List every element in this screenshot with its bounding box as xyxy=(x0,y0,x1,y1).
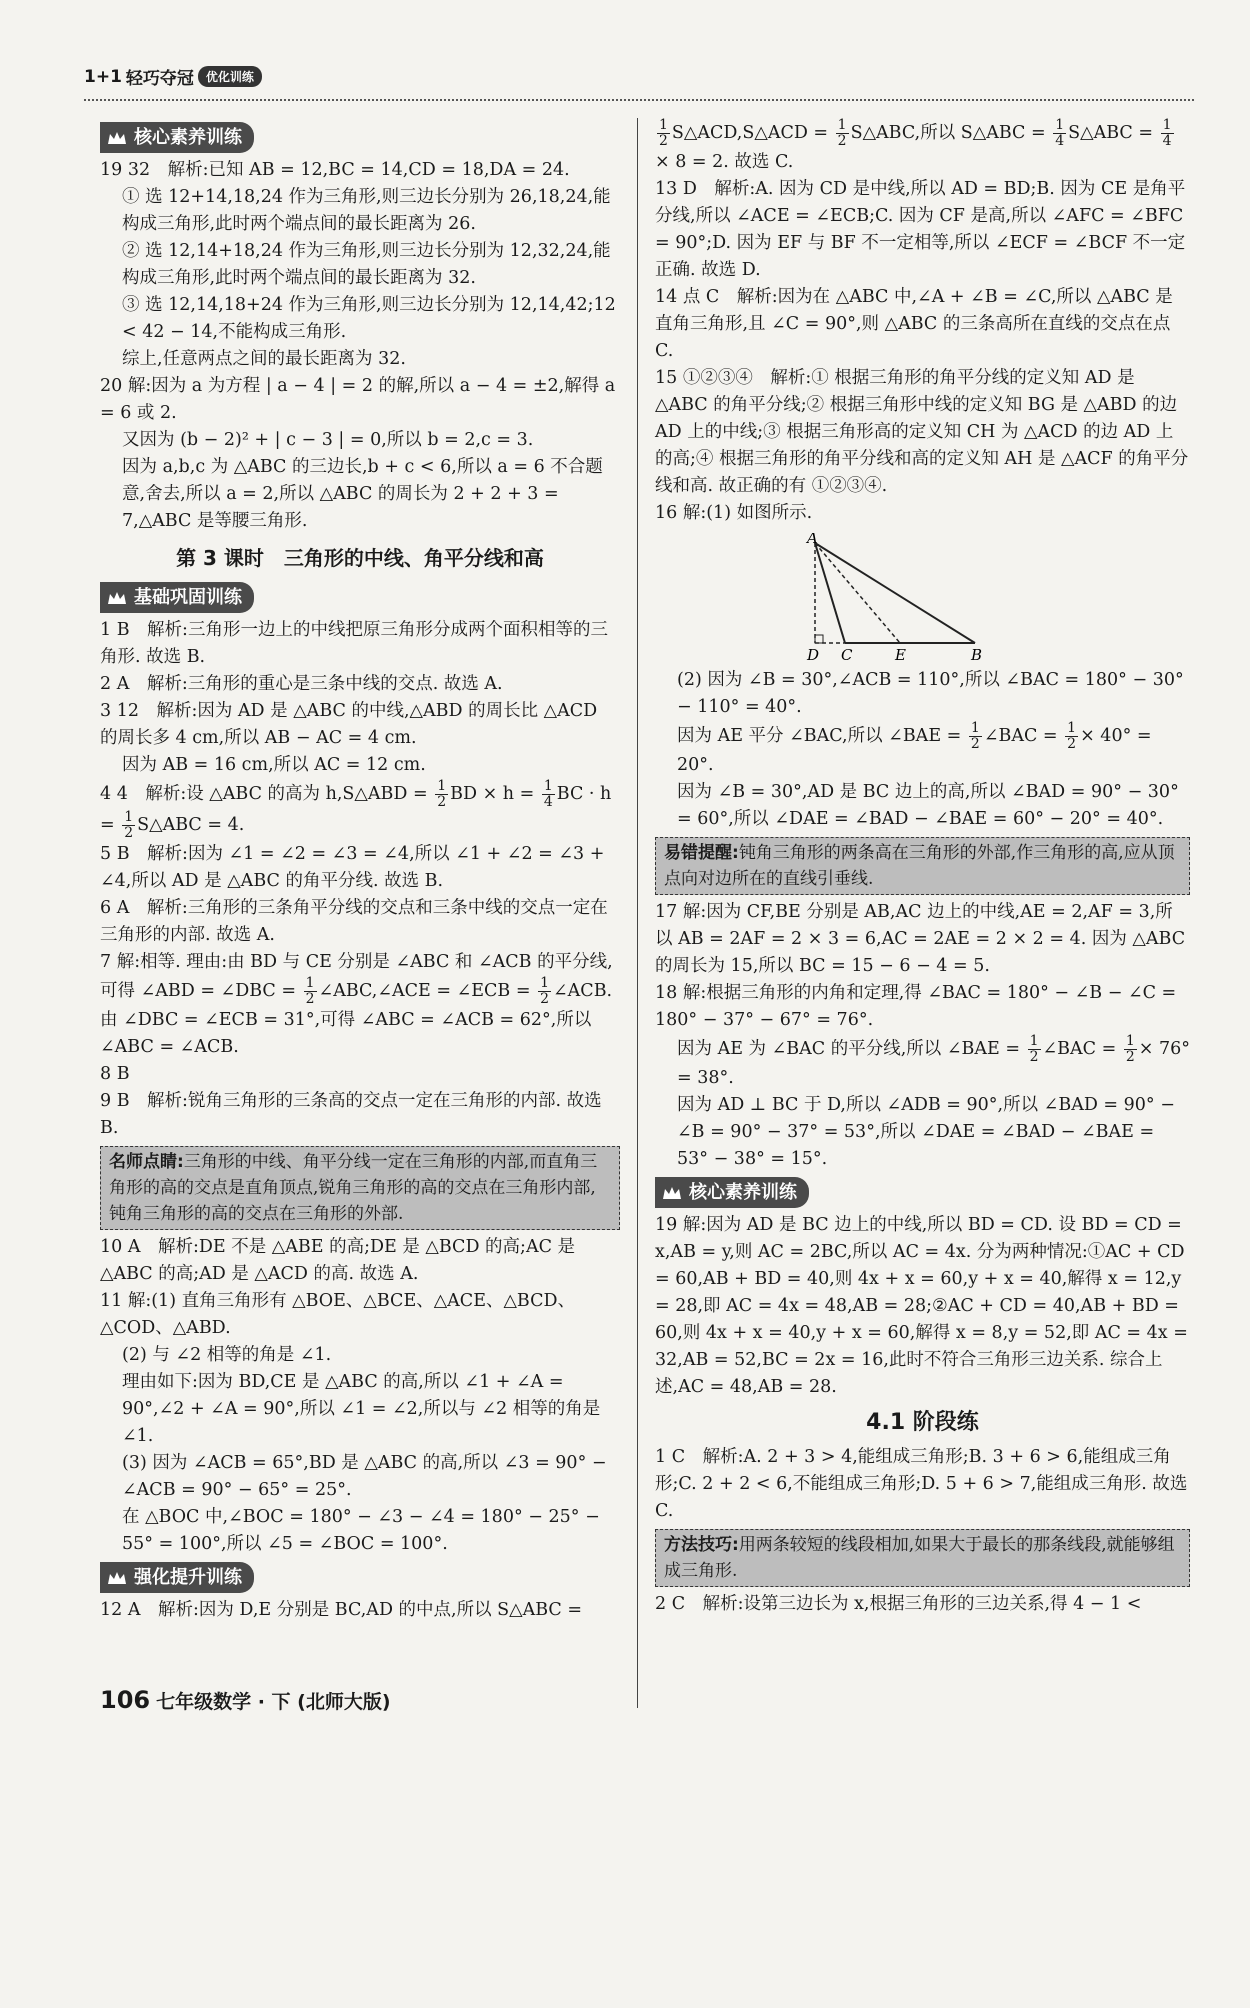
answer-12-cont: $\frac{1}{2}$ S△ACD,S△ACD = $\frac{1}{2}$ S△ABC,所以 S△ABC = $\frac{1}{4}$ S△ABC = $\frac{1}{4}$ × 8 = 2. 故选 C. xyxy=(655,117,1172,172)
answer-11-cont: 在 △BOC 中,∠BOC = 180° − ∠3 − ∠4 = 180° − 25° − 55° = 100°,所以 ∠5 = ∠BOC = 100°. xyxy=(122,1507,600,1554)
answer-15: 15 ①②③④ 解析:① 根据三角形的角平分线的定义知 AD 是 △ABC 的角平分线;② 根据三角形中线的定义知 BG 是 △ABD 的边 AD 上的中线;③ 根据三角形高的定义知 CH 为 △ACD 的边 AD 上的高;④ 根据三角形的角平分线和高的定义知 AH 是 △ACF 的角平分线和高. 故正确的有 ①②③④. xyxy=(655,368,1189,496)
fraction: $\frac{1}{2}$ xyxy=(540,975,549,1007)
fraction: $\frac{1}{4}$ xyxy=(1162,117,1172,149)
fraction: $\frac{1}{4}$ xyxy=(543,778,553,810)
fraction: $\frac{1}{2}$ xyxy=(305,975,315,1007)
q19-line: ③ 选 12,14,18+24 作为三角形,则三边长分别为 12,14,42;12 < 42 − 14,不能构成三角形. xyxy=(122,295,616,342)
answer-1: 1 B 解析:三角形一边上的中线把原三角形分成两个面积相等的三角形. 故选 B. xyxy=(100,620,608,667)
brand-logo xyxy=(84,64,262,89)
answer-18-cont: 因为 AD ⊥ BC 于 D,所以 ∠ADB = 90°,所以 ∠BAD = 90° − ∠B = 90° − 37° = 53°,所以 ∠DAE = ∠BAD − ∠BAE = 53° − 38° = 15°. xyxy=(677,1095,1175,1169)
fraction: $\frac{1}{4}$ xyxy=(1055,117,1065,149)
answer-7: 7 解:相等. 理由:由 BD 与 CE 分别是 ∠ABC 和 ∠ACB 的平分线,可得 ∠ABD = ∠DBC = $\frac{1}{2}$ ∠ABC,∠ACE = ∠ECB = $\frac{1}{2}$ ∠ACB. 由 ∠DBC = ∠ECB = 31°,可得 ∠ABC = ∠ACB = 62°,所以 ∠ABC = ∠ACB. xyxy=(100,952,613,1057)
q20-line: 20 解:因为 a 为方程 | a − 4 | = 2 的解,所以 a − 4 = ±2,解得 a = 6 或 2. xyxy=(100,376,616,423)
answer-11: 11 解:(1) 直角三角形有 △BOE、△BCE、△ACE、△BCD、△COD、△ABD. xyxy=(100,1291,576,1338)
tip-box: 易错提醒:钝角三角形的两条高在三角形的外部,作三角形的高,应从顶点向对边所在的直线引垂线. xyxy=(655,837,1190,895)
answer-3-cont: 因为 AB = 16 cm,所以 AC = 12 cm. xyxy=(122,755,426,775)
fraction: $\frac{1}{2}$ xyxy=(970,720,980,752)
q19-line: ② 选 12,14+18,24 作为三角形,则三边长分别为 12,32,24,能构成三角形,此时两个端点间的最长距离为 32. xyxy=(122,241,611,288)
answer-4: 4 4 解析:设 △ABC 的高为 h,S△ABD = $\frac{1}{2}$ BD × h = $\frac{1}{4}$ BC · h = $\frac{1}{2}$ S△ABC = 4. xyxy=(100,778,612,841)
answer-16: 16 解:(1) 如图所示. xyxy=(655,503,813,523)
q20-line: 因为 a,b,c 为 △ABC 的三边长,b + c < 6,所以 a = 6 不合题意,舍去,所以 a = 2,所以 △ABC 的周长为 2 + 2 + 3 = 7,△ABC 是等腰三角形. xyxy=(122,457,603,531)
right-column xyxy=(655,118,1190,1618)
fraction: $\frac{1}{2}$ xyxy=(1067,720,1077,752)
left-column xyxy=(100,118,620,1624)
lesson-title: 第 3 课时 三角形的中线、角平分线和高 xyxy=(176,546,544,570)
book-title: 七年级数学 · 下 (北师大版) xyxy=(156,1691,391,1713)
stage-answer-2: 2 C 解析:设第三边长为 x,根据三角形的三边关系,得 4 − 1 < xyxy=(655,1594,1142,1614)
answer-17: 17 解:因为 CF,BE 分别是 AB,AC 边上的中线,AE = 2,AF = 3,所以 AB = 2AF = 2 × 3 = 6,AC = 2AE = 2 × 2 = 4. 因为 △ABC 的周长为 15,所以 BC = 15 − 6 − 4 = 5. xyxy=(655,902,1186,976)
section-heading: 强化提升训练 xyxy=(100,1562,254,1593)
label-C: C xyxy=(841,646,853,663)
answer-3: 3 12 解析:因为 AD 是 △ABC 的中线,△ABD 的周长比 △ACD 的周长多 4 cm,所以 AB − AC = 4 cm. xyxy=(100,701,598,748)
tip-box: 方法技巧:用两条较短的线段相加,如果大于最长的那条线段,就能够组成三角形. xyxy=(655,1529,1190,1587)
answer-14: 14 点 C 解析:因为在 △ABC 中,∠A + ∠B = ∠C,所以 △ABC 是直角三角形,且 ∠C = 90°,则 △ABC 的三条高所在直线的交点在点 C. xyxy=(655,287,1173,361)
answer-19: 19 解:因为 AD 是 BC 边上的中线,所以 BD = CD. 设 BD = CD = x,AB = y,则 AC = 2BC,所以 AC = 4x. 分为两种情况:①AC + CD = 60,AB + BD = 40,则 4x + x = 60,y + x = 40,解得 x = 12,y = 28,即 AC = 4x = 48,AB = 28;②AC + CD = 40,AB + BD = 60,则 4x + x = 40,y + x = 60,解得 x = 8,y = 52,即 AC = 4x = 32,AB = 52,BC = 2x = 16,此时不符合三角形三边关系. 综合上述,AC = 48,AB = 28. xyxy=(655,1215,1188,1397)
q19-line: 19 32 解析:已知 AB = 12,BC = 14,CD = 18,DA = 24. xyxy=(100,160,570,180)
answer-16-part2: 因为 AE 平分 ∠BAC,所以 ∠BAE = $\frac{1}{2}$ ∠BAC = $\frac{1}{2}$ × 40° = 20°. xyxy=(677,720,1152,775)
answer-16-part2: (2) 因为 ∠B = 30°,∠ACB = 110°,所以 ∠BAC = 180° − 30° − 110° = 40°. xyxy=(677,670,1184,717)
crown-icon xyxy=(661,1185,683,1201)
crown-icon xyxy=(106,130,128,146)
section-heading: 基础巩固训练 xyxy=(100,582,254,613)
fraction: $\frac{1}{2}$ xyxy=(437,778,447,810)
answer-8: 8 B xyxy=(100,1064,130,1084)
answer-11-cont: (2) 与 ∠2 相等的角是 ∠1. xyxy=(122,1345,332,1365)
brand-name: 轻巧夺冠 xyxy=(125,69,194,89)
answer-13: 13 D 解析:A. 因为 CD 是中线,所以 AD = BD;B. 因为 CE 是角平分线,所以 ∠ACE = ∠ECB;C. 因为 CF 是高,所以 ∠AFC = ∠BFC = 90°;D. 因为 EF 与 BF 不一定相等,所以 ∠ECF = ∠BCF 不一定正确. 故选 D. xyxy=(655,179,1186,280)
label-B: B xyxy=(971,646,983,663)
answer-9: 9 B 解析:锐角三角形的三条高的交点一定在三角形的内部. 故选 B. xyxy=(100,1091,602,1138)
fraction: $\frac{1}{2}$ xyxy=(1029,1033,1039,1065)
stage-title: 4.1 阶段练 xyxy=(866,1410,979,1435)
bisector-AE xyxy=(815,543,900,643)
column-divider xyxy=(637,118,638,1708)
q19-line: ① 选 12+14,18,24 作为三角形,则三边长分别为 26,18,24,能构成三角形,此时两个端点间的最长距离为 26. xyxy=(122,187,611,234)
q19-line: 综上,任意两点之间的最长距离为 32. xyxy=(122,349,406,369)
triangle-figure xyxy=(805,533,1005,663)
right-angle-mark xyxy=(815,635,823,643)
crown-icon xyxy=(106,1570,128,1586)
answer-18-cont: 因为 AE 为 ∠BAC 的平分线,所以 ∠BAE = $\frac{1}{2}$ ∠BAC = $\frac{1}{2}$ × 76° = 38°. xyxy=(677,1033,1191,1088)
tip-box: 名师点睛:三角形的中线、角平分线一定在三角形的内部,而直角三角形的高的交点是直角顶点,锐角三角形的高的交点在三角形内部,钝角三角形的高的交点在三角形的外部. xyxy=(100,1146,620,1230)
answer-10: 10 A 解析:DE 不是 △ABE 的高;DE 是 △BCD 的高;AC 是 △ABC 的高;AD 是 △ACD 的高. 故选 A. xyxy=(100,1237,576,1284)
fraction: $\frac{1}{2}$ xyxy=(837,117,847,149)
fraction: $\frac{1}{2}$ xyxy=(124,809,134,841)
page-header xyxy=(84,62,1194,102)
answer-5: 5 B 解析:因为 ∠1 = ∠2 = ∠3 = ∠4,所以 ∠1 + ∠2 = ∠3 + ∠4,所以 AD 是 △ABC 的角平分线. 故选 B. xyxy=(100,844,605,891)
section-heading: 核心素养训练 xyxy=(100,122,254,153)
answer-18: 18 解:根据三角形的内角和定理,得 ∠BAC = 180° − ∠B − ∠C = 180° − 37° − 67° = 76°. xyxy=(655,983,1177,1030)
label-D: D xyxy=(807,646,820,663)
answer-12: 12 A 解析:因为 D,E 分别是 BC,AD 的中点,所以 S△ABC = xyxy=(100,1600,583,1620)
answer-16-part2: 因为 ∠B = 30°,AD 是 BC 边上的高,所以 ∠BAD = 90° − 30° = 60°,所以 ∠DAE = ∠BAD − ∠BAE = 60° − 20° = 40°. xyxy=(677,782,1179,829)
page-footer xyxy=(100,1686,391,1714)
page-number: 106 xyxy=(100,1686,151,1714)
q20-line: 又因为 (b − 2)² + | c − 3 | = 0,所以 b = 2,c = 3. xyxy=(122,430,534,450)
label-A: A xyxy=(807,533,818,547)
label-E: E xyxy=(895,646,906,663)
answer-6: 6 A 解析:三角形的三条角平分线的交点和三条中线的交点一定在三角形的内部. 故选 A. xyxy=(100,898,608,945)
side-AB xyxy=(815,543,975,643)
brand-badge: 优化训练 xyxy=(198,66,262,87)
section-heading: 核心素养训练 xyxy=(655,1177,809,1208)
logo-mark: 1+1 xyxy=(84,66,122,87)
stage-answer-1: 1 C 解析:A. 2 + 3 > 4,能组成三角形;B. 3 + 6 > 6,能组成三角形;C. 2 + 2 < 6,不能组成三角形;D. 5 + 6 > 7,能组成三角形. 故选 C. xyxy=(655,1447,1188,1521)
fraction: $\frac{1}{2}$ xyxy=(659,117,668,149)
answer-2: 2 A 解析:三角形的重心是三条中线的交点. 故选 A. xyxy=(100,674,503,694)
fraction: $\frac{1}{2}$ xyxy=(1125,1033,1135,1065)
answer-11-cont: (3) 因为 ∠ACB = 65°,BD 是 △ABC 的高,所以 ∠3 = 90° − ∠ACB = 90° − 65° = 25°. xyxy=(122,1453,607,1500)
crown-icon xyxy=(106,590,128,606)
header-rule xyxy=(84,99,1194,101)
answer-11-cont: 理由如下:因为 BD,CE 是 △ABC 的高,所以 ∠1 + ∠A = 90°,∠2 + ∠A = 90°,所以 ∠1 = ∠2,所以与 ∠2 相等的角是 ∠1. xyxy=(122,1372,601,1446)
